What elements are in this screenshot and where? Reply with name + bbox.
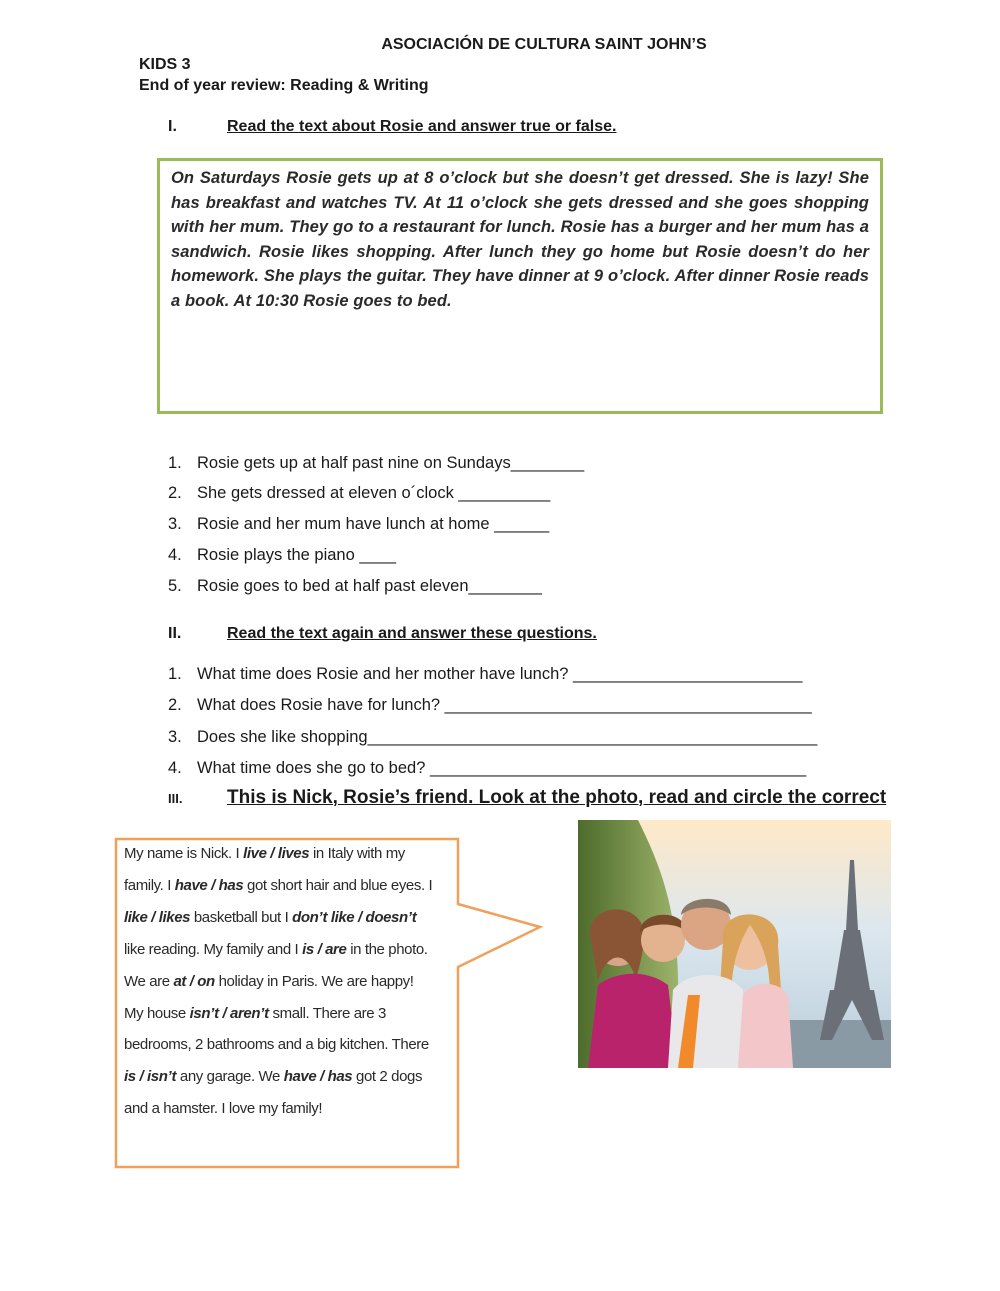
- bubble-text-segment: small. There are 3: [268, 1004, 386, 1022]
- question-item[interactable]: 2. What does Rosie have for lunch? ________________________________________: [168, 696, 812, 714]
- true-false-item[interactable]: 4. Rosie plays the piano ____: [168, 546, 397, 564]
- word-choice[interactable]: live / lives: [243, 845, 310, 862]
- section-2-heading: [168, 625, 597, 643]
- section-1-title: Read the text about Rosie and answer true or false.: [227, 118, 617, 135]
- bubble-line: [124, 966, 454, 998]
- bubble-text-segment: any garage. We: [176, 1068, 284, 1086]
- word-choice[interactable]: isn’t / aren’t: [189, 1004, 269, 1022]
- bubble-text-segment: basketball but I: [190, 908, 293, 926]
- section-1-number: I.: [168, 118, 177, 135]
- word-choice[interactable]: don’t like / doesn’t: [292, 908, 417, 926]
- level-label: KIDS 3: [139, 56, 191, 73]
- section-2-title: Read the text again and answer these questions.: [227, 625, 597, 642]
- organization-title: ASOCIACIÓN DE CULTURA SAINT JOHN’S: [381, 36, 707, 53]
- bubble-text-segment: and a hamster. I love my family!: [124, 1100, 323, 1118]
- bubble-line: [124, 934, 454, 966]
- word-choice[interactable]: is / isn’t: [124, 1068, 177, 1086]
- family-photo: [578, 820, 891, 1068]
- bubble-text-segment: My house: [124, 1004, 190, 1022]
- bubble-text-segment: family. I: [124, 876, 175, 894]
- bubble-text-segment: bedrooms, 2 bathrooms and a big kitchen. There: [124, 1036, 429, 1054]
- question-item[interactable]: 1. What time does Rosie and her mother have lunch? _________________________: [168, 665, 803, 683]
- word-choice[interactable]: have / has: [174, 876, 244, 894]
- true-false-item[interactable]: 2. She gets dressed at eleven o´clock __________: [168, 484, 551, 502]
- true-false-item[interactable]: 3. Rosie and her mum have lunch at home ______: [168, 515, 550, 533]
- bubble-line: [124, 870, 454, 902]
- nick-description-text: [124, 838, 454, 1125]
- worksheet-subtitle: End of year review: Reading & Writing: [139, 77, 429, 94]
- bubble-line: [124, 902, 454, 934]
- word-choice[interactable]: like / likes: [124, 908, 191, 926]
- true-false-item[interactable]: 5. Rosie goes to bed at half past eleven________: [168, 577, 542, 595]
- bubble-text-segment: in the photo.: [346, 940, 428, 958]
- bubble-text-segment: got short hair and blue eyes. I: [243, 876, 433, 894]
- bubble-text-segment: holiday in Paris. We are happy!: [214, 972, 414, 990]
- bubble-line: [124, 998, 454, 1030]
- bubble-line: [124, 1061, 454, 1093]
- bubble-text-segment: My name is Nick. I: [124, 845, 244, 862]
- section-2-number: II.: [168, 625, 182, 642]
- bubble-text-segment: in Italy with my: [309, 845, 405, 862]
- section-3-number: III.: [168, 791, 183, 806]
- question-item[interactable]: 4. What time does she go to bed? _________________________________________: [168, 759, 807, 777]
- reading-text: On Saturdays Rosie gets up at 8 o’clock but she doesn’t get dressed. She is lazy! She has breakfast and watches TV. At 11 o’clock she gets dressed and she goes shopping with her mum. They go to a restaurant for lunch. Rosie has a burger and her mum has a sandwich. Rosie likes shopping. After lunch they go home but Rosie doesn’t do her homework. She plays the guitar. They have dinner at 9 o’clock. After dinner Rosie reads a book. At 10:30 Rosie goes to bed.: [171, 169, 869, 310]
- section-1-heading: [168, 118, 616, 136]
- section-3-title: This is Nick, Rosie’s friend. Look at the photo, read and circle the correct: [227, 787, 887, 808]
- section-3-heading: [168, 787, 886, 809]
- bubble-text-segment: We are: [124, 972, 174, 990]
- word-choice[interactable]: at / on: [173, 972, 215, 990]
- bubble-text-segment: got 2 dogs: [352, 1068, 423, 1086]
- true-false-item[interactable]: 1. Rosie gets up at half past nine on Sundays________: [168, 454, 585, 472]
- reading-text-box: [157, 158, 883, 414]
- word-choice[interactable]: is / are: [302, 940, 347, 958]
- bubble-text-segment: like reading. My family and I: [124, 940, 303, 958]
- word-choice[interactable]: have / has: [283, 1068, 353, 1086]
- bubble-line: [124, 1029, 454, 1061]
- bubble-line: [124, 1093, 454, 1125]
- question-item[interactable]: 3. Does she like shopping_________________________________________________: [168, 728, 818, 746]
- bubble-line: [124, 838, 454, 870]
